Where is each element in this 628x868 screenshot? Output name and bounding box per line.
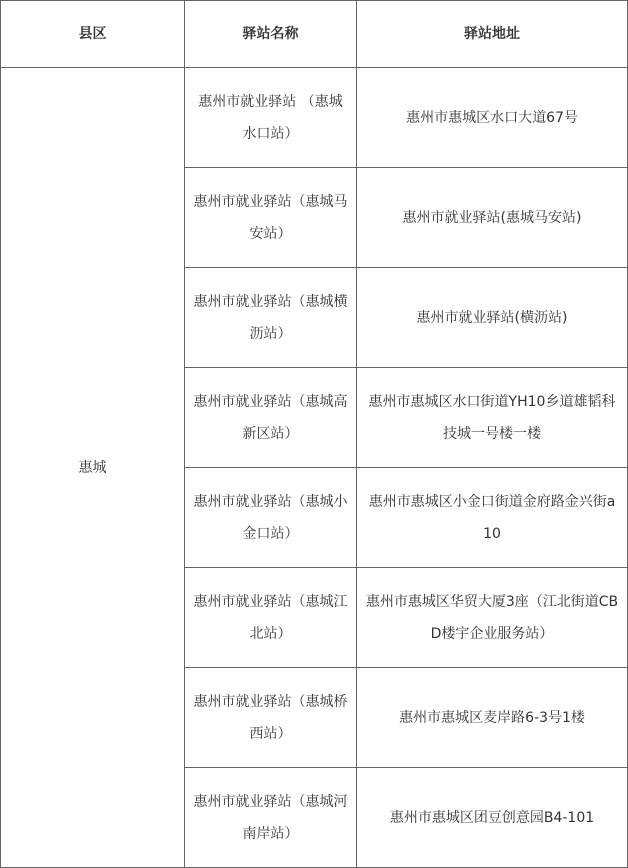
station-name: 惠州市就业驿站（惠城江北站） xyxy=(193,593,348,642)
station-name: 惠州市就业驿站（惠城河南岸站） xyxy=(193,793,348,842)
station-name: 惠州市就业驿站（惠城横沥站） xyxy=(193,293,348,342)
station-name-cell xyxy=(185,468,357,568)
station-name: 惠州市就业驿站（惠城高新区站） xyxy=(193,393,348,442)
station-name: 惠州市就业驿站（惠城马安站） xyxy=(193,193,348,242)
station-address: 惠州市就业驿站(横沥站) xyxy=(416,309,568,326)
table-row xyxy=(1,68,628,168)
station-address-cell xyxy=(357,268,628,368)
station-name-cell xyxy=(185,68,357,168)
station-name-cell xyxy=(185,268,357,368)
station-address-cell xyxy=(357,468,628,568)
district-label: 惠城 xyxy=(78,459,107,476)
station-address: 惠州市惠城区华贸大厦3座（江北街道CBD楼宇企业服务站） xyxy=(365,593,619,642)
station-address-cell xyxy=(357,68,628,168)
station-address-cell xyxy=(357,568,628,668)
table-body xyxy=(1,68,628,868)
station-address: 惠州市惠城区团豆创意园B4-101 xyxy=(389,809,595,826)
station-address: 惠州市就业驿站(惠城马安站) xyxy=(402,209,582,226)
header-row xyxy=(1,1,628,68)
table-header xyxy=(1,1,628,68)
station-name-cell xyxy=(185,668,357,768)
station-name: 惠州市就业驿站 （惠城水口站） xyxy=(198,93,343,142)
station-name-cell xyxy=(185,368,357,468)
station-address-cell xyxy=(357,368,628,468)
station-name: 惠州市就业驿站（惠城桥西站） xyxy=(193,693,348,742)
station-name-cell xyxy=(185,168,357,268)
district-cell xyxy=(1,68,185,868)
station-address-cell xyxy=(357,668,628,768)
header-station-name: 驿站名称 xyxy=(185,1,357,68)
station-address: 惠州市惠城区麦岸路6-3号1楼 xyxy=(399,709,585,726)
station-address-cell xyxy=(357,768,628,868)
header-district: 县区 xyxy=(1,1,185,68)
station-address-cell xyxy=(357,168,628,268)
station-name-cell xyxy=(185,568,357,668)
station-address: 惠州市惠城区小金口街道金府路金兴街a10 xyxy=(368,493,616,542)
station-address: 惠州市惠城区水口街道YH10乡道雄韬科技城一号楼一楼 xyxy=(368,393,616,442)
station-name: 惠州市就业驿站（惠城小金口站） xyxy=(193,493,348,542)
header-station-address: 驿站地址 xyxy=(357,1,628,68)
station-address: 惠州市惠城区水口大道67号 xyxy=(406,109,578,126)
station-name-cell xyxy=(185,768,357,868)
